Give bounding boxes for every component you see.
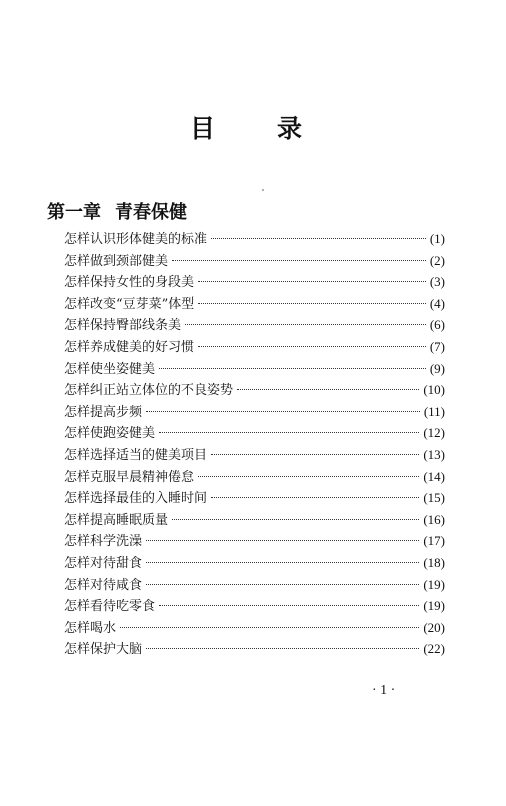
toc-entry[interactable]	[64, 228, 445, 250]
toc-entry[interactable]	[64, 422, 445, 444]
dot-leader	[146, 584, 419, 585]
page-title-char-2: 录	[277, 114, 303, 143]
toc-entry-title: 怎样看待吃零食	[64, 599, 156, 615]
toc-entry[interactable]	[64, 314, 445, 336]
toc-entry-page: (3)	[429, 274, 445, 290]
toc-entry-page: (22)	[423, 641, 445, 657]
toc-entry-page: (4)	[429, 295, 445, 311]
toc-entry-title: 怎样认识形体健美的标准	[64, 232, 208, 247]
toc-entry-title: 怎样克服早晨精神倦怠	[64, 469, 195, 485]
toc-entry[interactable]	[64, 617, 445, 639]
toc-entry[interactable]	[64, 466, 445, 488]
toc-entry-title: 怎样喝水	[64, 620, 117, 636]
chapter-number: 第一章	[47, 202, 101, 223]
toc-entry[interactable]	[64, 530, 445, 552]
toc-entry-title: 怎样对待甜食	[64, 555, 143, 571]
toc-entry-page: (7)	[429, 338, 445, 354]
dot-leader	[198, 346, 426, 347]
dot-leader	[237, 389, 419, 390]
dot-leader	[146, 411, 420, 412]
toc-entry-title: 怎样提高睡眠质量	[64, 512, 169, 528]
toc-entry-page: (10)	[423, 382, 445, 398]
toc-entry-page: (19)	[423, 576, 445, 592]
dot-leader	[159, 368, 426, 369]
toc-entry-title: 怎样纠正站立体位的不良姿势	[64, 383, 234, 399]
dot-leader	[172, 519, 419, 520]
dot-leader	[172, 260, 426, 261]
toc-entry-page: (14)	[423, 468, 445, 484]
toc-entry-page: (20)	[423, 619, 445, 635]
toc-entry-title: 怎样保持女性的身段美	[64, 275, 195, 291]
toc-entry-title: 怎样养成健美的好习惯	[64, 339, 195, 355]
toc-entry-title: 怎样提高步频	[64, 404, 143, 420]
dot-leader	[120, 627, 419, 628]
toc-entry[interactable]	[64, 574, 445, 596]
toc-entry-page: (12)	[423, 425, 445, 441]
toc-entry-title: 怎样科学洗澡	[64, 534, 143, 550]
dot-leader	[146, 540, 419, 541]
toc-entry-page: (1)	[429, 231, 445, 246]
page-number: · 1 ·	[372, 683, 396, 698]
toc-entry-page: (15)	[423, 490, 445, 506]
toc-entry-title: 怎样改变“豆芽菜”体型	[64, 296, 195, 312]
dot-leader	[185, 324, 426, 325]
dot-leader	[198, 303, 426, 304]
dot-leader	[198, 476, 419, 477]
toc-entry[interactable]	[64, 552, 445, 574]
toc-entry[interactable]	[64, 271, 445, 293]
chapter-name: 青春保健	[115, 202, 187, 223]
toc-entry-page: (16)	[423, 511, 445, 527]
toc-entry-title: 怎样保护大脑	[64, 642, 143, 658]
toc-list	[64, 228, 445, 660]
print-speck	[262, 189, 264, 191]
toc-entry-page: (17)	[423, 533, 445, 549]
dot-leader	[211, 497, 419, 498]
toc-entry[interactable]	[64, 358, 445, 380]
dot-leader	[159, 605, 419, 606]
toc-entry[interactable]	[64, 638, 445, 660]
dot-leader	[211, 454, 419, 455]
toc-entry-page: (11)	[423, 403, 445, 419]
toc-entry-title: 怎样使跑姿健美	[64, 426, 156, 442]
toc-entry-title: 怎样使坐姿健美	[64, 361, 156, 377]
dot-leader	[159, 432, 419, 433]
toc-entry-page: (19)	[423, 598, 445, 614]
toc-entry[interactable]	[64, 336, 445, 358]
chapter-heading	[47, 201, 187, 225]
toc-entry[interactable]	[64, 444, 445, 466]
toc-entry-title: 怎样保持臀部线条美	[64, 318, 182, 334]
dot-leader	[146, 648, 419, 649]
page-title	[0, 114, 506, 144]
toc-entry-page: (13)	[423, 446, 445, 462]
toc-entry-page: (9)	[429, 360, 445, 376]
toc-entry[interactable]	[64, 293, 445, 315]
dot-leader	[211, 238, 426, 239]
toc-entry[interactable]	[64, 487, 445, 509]
dot-leader	[146, 562, 419, 563]
toc-entry[interactable]	[64, 250, 445, 272]
toc-entry-title: 怎样做到颈部健美	[64, 253, 169, 269]
toc-entry-title: 怎样对待咸食	[64, 577, 143, 593]
toc-entry-page: (6)	[429, 317, 445, 333]
toc-entry[interactable]	[64, 401, 445, 423]
toc-entry[interactable]	[64, 595, 445, 617]
toc-entry[interactable]	[64, 379, 445, 401]
toc-entry[interactable]	[64, 509, 445, 531]
dot-leader	[198, 281, 426, 282]
toc-entry-title: 怎样选择适当的健美项目	[64, 447, 208, 463]
toc-entry-page: (2)	[429, 252, 445, 268]
toc-entry-title: 怎样选择最佳的入睡时间	[64, 491, 208, 507]
toc-entry-page: (18)	[423, 554, 445, 570]
page-title-char-1: 目	[190, 114, 216, 143]
